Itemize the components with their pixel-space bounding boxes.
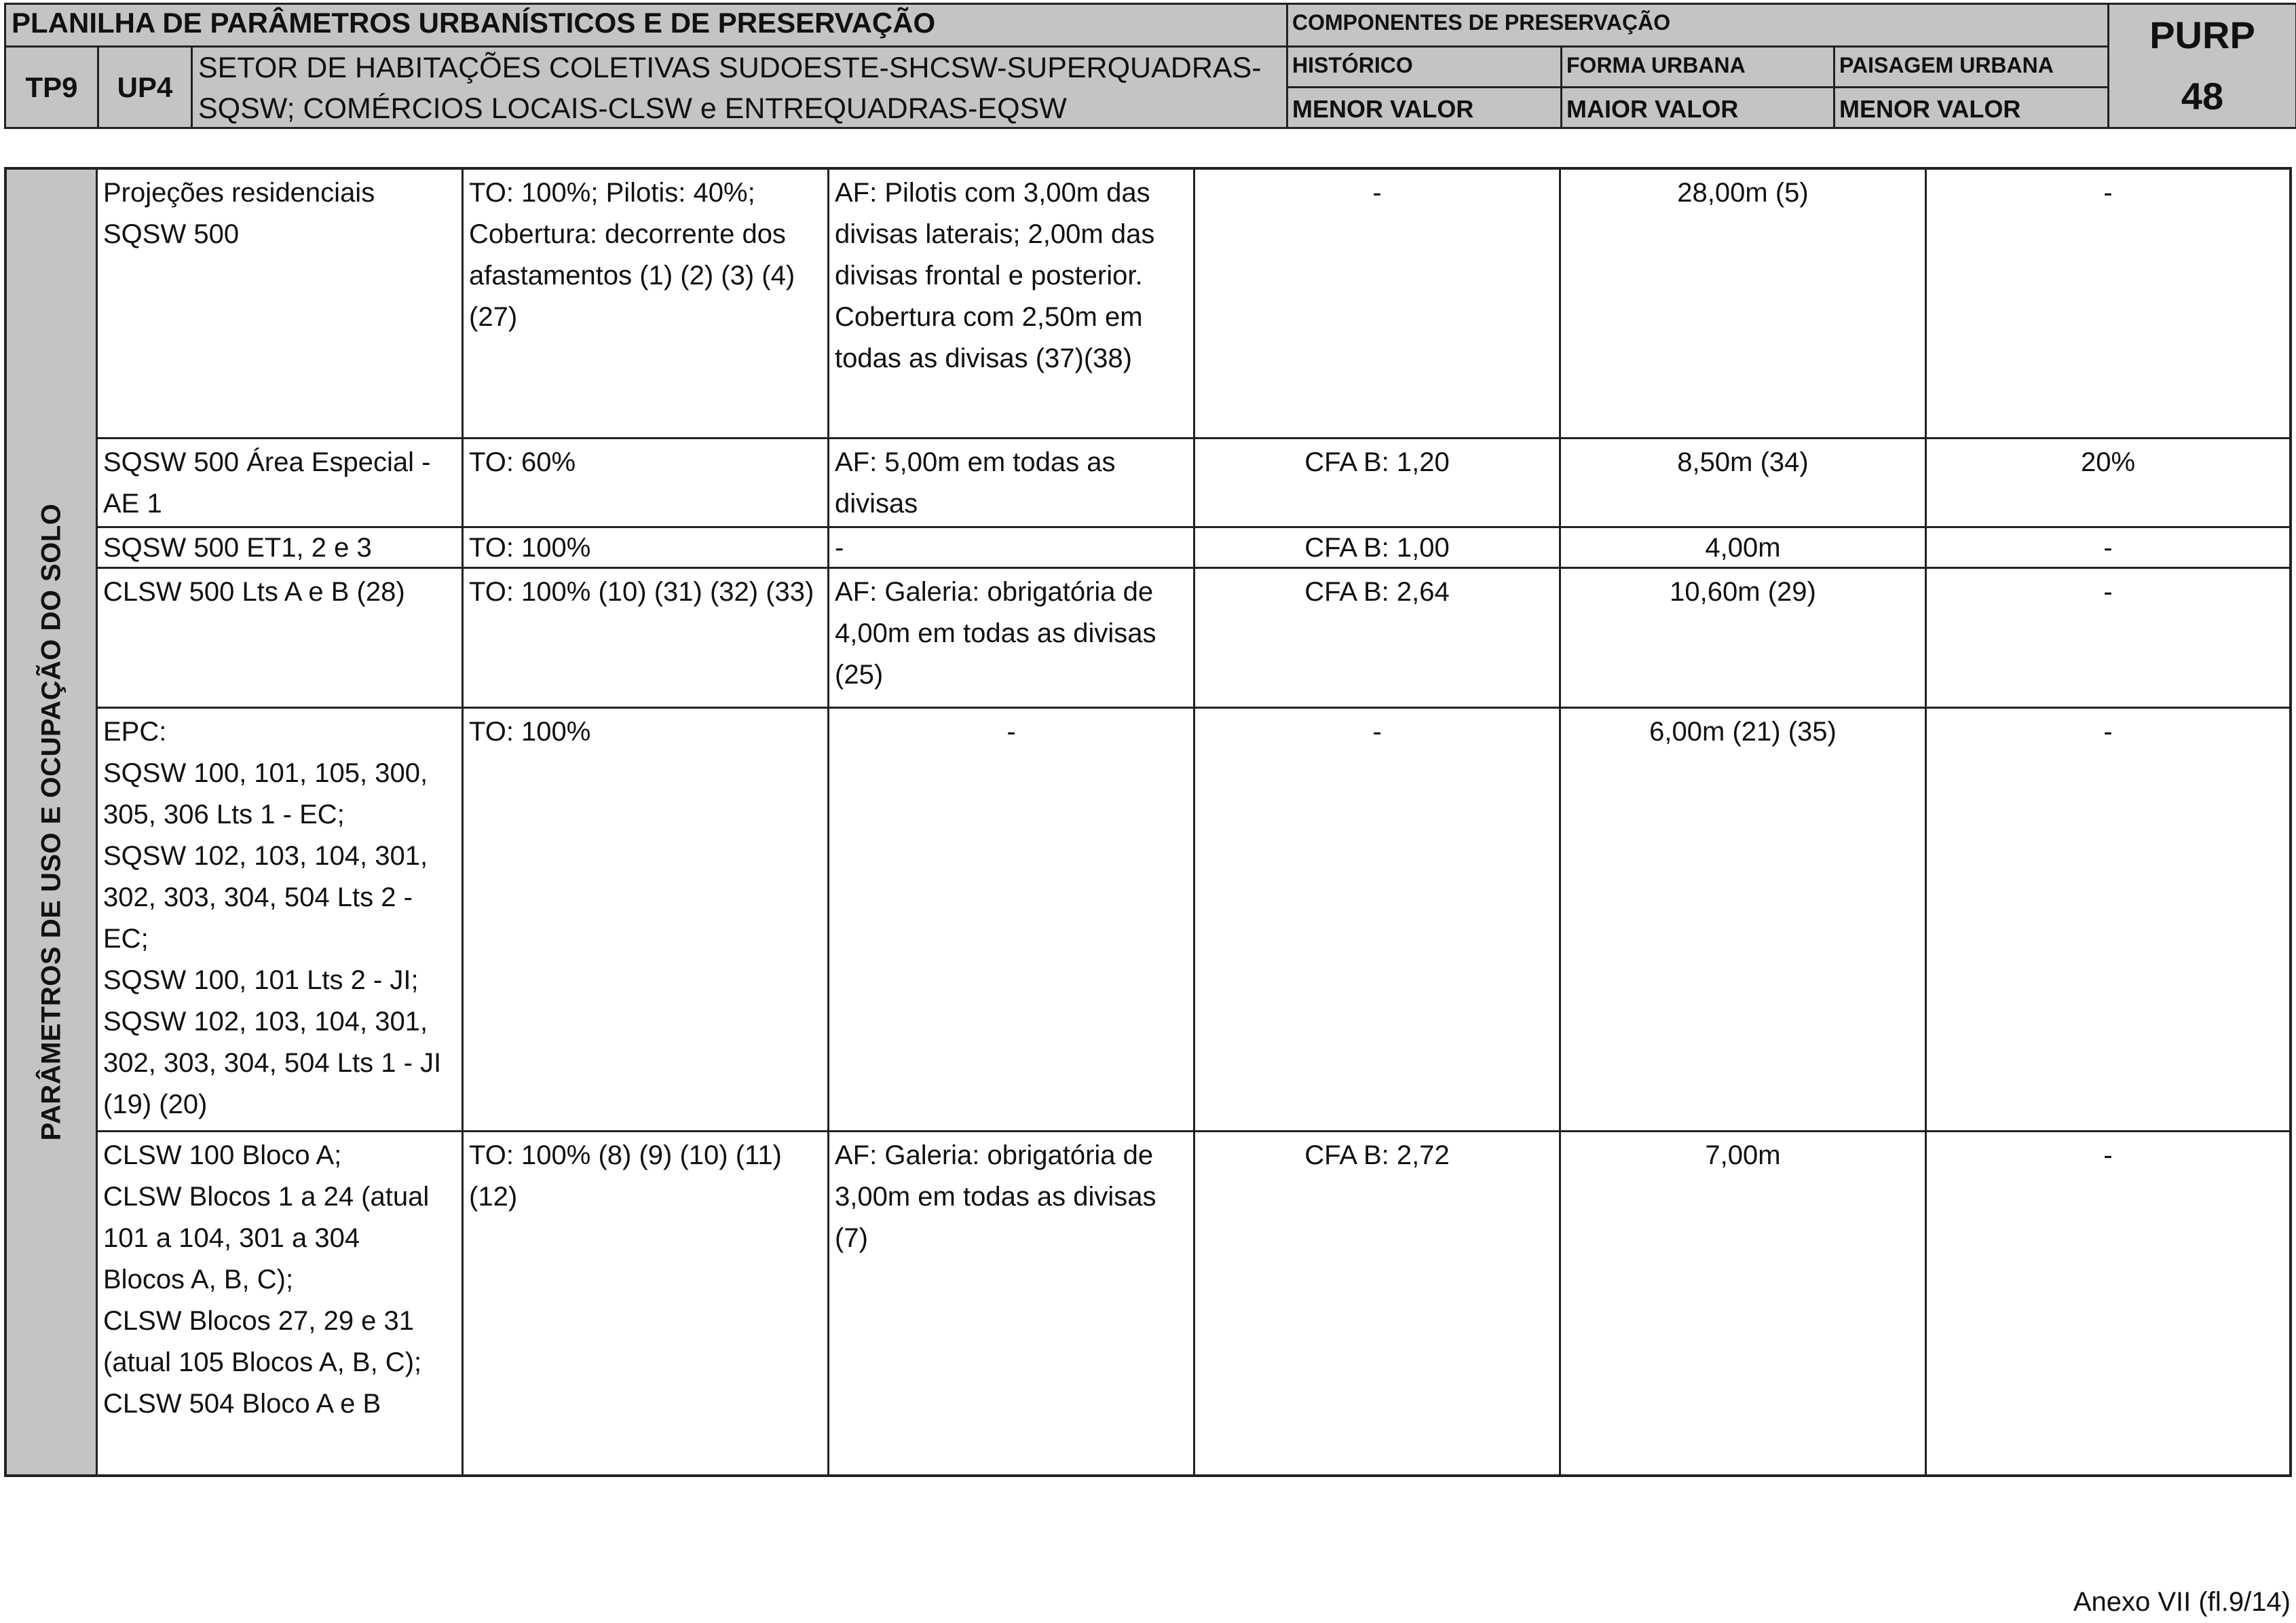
sheet-title: PLANILHA DE PARÂMETROS URBANÍSTICOS E DE PRESERVAÇÃO bbox=[4, 3, 1288, 48]
row-3-location: SQSW 500 ET1, 2 e 3 bbox=[98, 528, 464, 569]
row-6-occupation: TO: 100% (8) (9) (10) (11) (12) bbox=[464, 1132, 829, 1474]
purp-label: PURP bbox=[2149, 14, 2255, 56]
row-1-permeability: - bbox=[1927, 170, 2289, 439]
row-3-setbacks: - bbox=[829, 528, 1195, 569]
side-label: PARÂMETROS DE USO E OCUPAÇÃO DO SOLO bbox=[36, 503, 66, 1141]
row-2-cfa: CFA B: 1,20 bbox=[1195, 439, 1561, 528]
component-forma-urbana-label: FORMA URBANA bbox=[1560, 45, 1835, 88]
tp-code: TP9 bbox=[4, 45, 99, 129]
row-6-permeability: - bbox=[2103, 1140, 2113, 1170]
parameters-table bbox=[4, 167, 2292, 1477]
row-4-location: CLSW 500 Lts A e B (28) bbox=[98, 569, 464, 709]
row-1-cfa: - bbox=[1195, 170, 1561, 439]
row-1-setbacks: AF: Pilotis com 3,00m das divisas laterais; 2,00m das divisas frontal e posterior. Cobertura com 2,50m em todas as divisas (37)(38) bbox=[829, 170, 1195, 439]
row-3-permeability: - bbox=[1927, 528, 2289, 569]
row-4-cfa: CFA B: 2,64 bbox=[1195, 569, 1561, 709]
header-block bbox=[4, 3, 2292, 126]
row-1-occupation: TO: 100%; Pilotis: 40%; Cobertura: decorrente dos afastamentos (1) (2) (3) (4) (27) bbox=[464, 170, 829, 439]
component-paisagem-urbana-value: MENOR VALOR bbox=[1833, 86, 2109, 129]
row-6-height: 7,00m bbox=[1561, 1132, 1927, 1474]
component-historico-label: HISTÓRICO bbox=[1286, 45, 1562, 88]
row-5-height: 6,00m (21) (35) bbox=[1561, 709, 1927, 1132]
components-title: COMPONENTES DE PRESERVAÇÃO bbox=[1286, 3, 2109, 48]
row-4-setbacks: AF: Galeria: obrigatória de 4,00m em todas as divisas (25) bbox=[829, 569, 1195, 709]
row-2-height: 8,50m (34) bbox=[1561, 439, 1927, 528]
row-4-permeability: - bbox=[1927, 569, 2289, 709]
side-label-column bbox=[7, 170, 98, 1474]
row-5-setbacks: - bbox=[829, 709, 1195, 1132]
row-5-cfa: - bbox=[1195, 709, 1561, 1132]
sector-description: SETOR DE HABITAÇÕES COLETIVAS SUDOESTE-SHCSW-SUPERQUADRAS-SQSW; COMÉRCIOS LOCAIS-CLSW e ENTREQUADRAS-EQSW bbox=[191, 45, 1288, 129]
up-code: UP4 bbox=[97, 45, 193, 129]
purp-number: 48 bbox=[2181, 75, 2224, 117]
row-2-permeability: 20% bbox=[1927, 439, 2289, 528]
component-paisagem-urbana-label: PAISAGEM URBANA bbox=[1833, 45, 2109, 88]
row-5-permeability: - bbox=[1927, 709, 2289, 1132]
row-3-height: 4,00m bbox=[1561, 528, 1927, 569]
row-4-height: 10,60m (29) bbox=[1561, 569, 1927, 709]
row-5-location: EPC: SQSW 100, 101, 105, 300, 305, 306 Lts 1 - EC; SQSW 102, 103, 104, 301, 302, 303, 304, 504 Lts 2 - EC; SQSW 100, 101 Lts 2 - JI; SQSW 102, 103, 104, 301, 302, 303, 304, 504 Lts 1 - JI (19) (20) bbox=[98, 709, 464, 1132]
purp-box bbox=[2107, 3, 2296, 129]
row-5-occupation: TO: 100% bbox=[464, 709, 829, 1132]
row-1-height: 28,00m (5) bbox=[1561, 170, 1927, 439]
annex-footer: Anexo VII (fl.9/14) bbox=[2073, 1587, 2291, 1617]
row-1-location: Projeções residenciais SQSW 500 bbox=[98, 170, 464, 439]
row-6-cfa: CFA B: 2,72 bbox=[1195, 1132, 1561, 1474]
row-6-location: CLSW 100 Bloco A; CLSW Blocos 1 a 24 (atual 101 a 104, 301 a 304 Blocos A, B, C); CLSW Blocos 27, 29 e 31 (atual 105 Blocos A, B, C); CLSW 504 Bloco A e B bbox=[98, 1132, 464, 1474]
component-historico-value: MENOR VALOR bbox=[1286, 86, 1562, 129]
row-2-occupation: TO: 60% bbox=[464, 439, 829, 528]
row-2-setbacks: AF: 5,00m em todas as divisas bbox=[829, 439, 1195, 528]
row-2-location: SQSW 500 Área Especial - AE 1 bbox=[98, 439, 464, 528]
row-3-occupation: TO: 100% bbox=[464, 528, 829, 569]
row-6-setbacks: AF: Galeria: obrigatória de 3,00m em todas as divisas (7) bbox=[829, 1132, 1195, 1474]
row-4-occupation: TO: 100% (10) (31) (32) (33) bbox=[464, 569, 829, 709]
component-forma-urbana-value: MAIOR VALOR bbox=[1560, 86, 1835, 129]
row-3-cfa: CFA B: 1,00 bbox=[1195, 528, 1561, 569]
